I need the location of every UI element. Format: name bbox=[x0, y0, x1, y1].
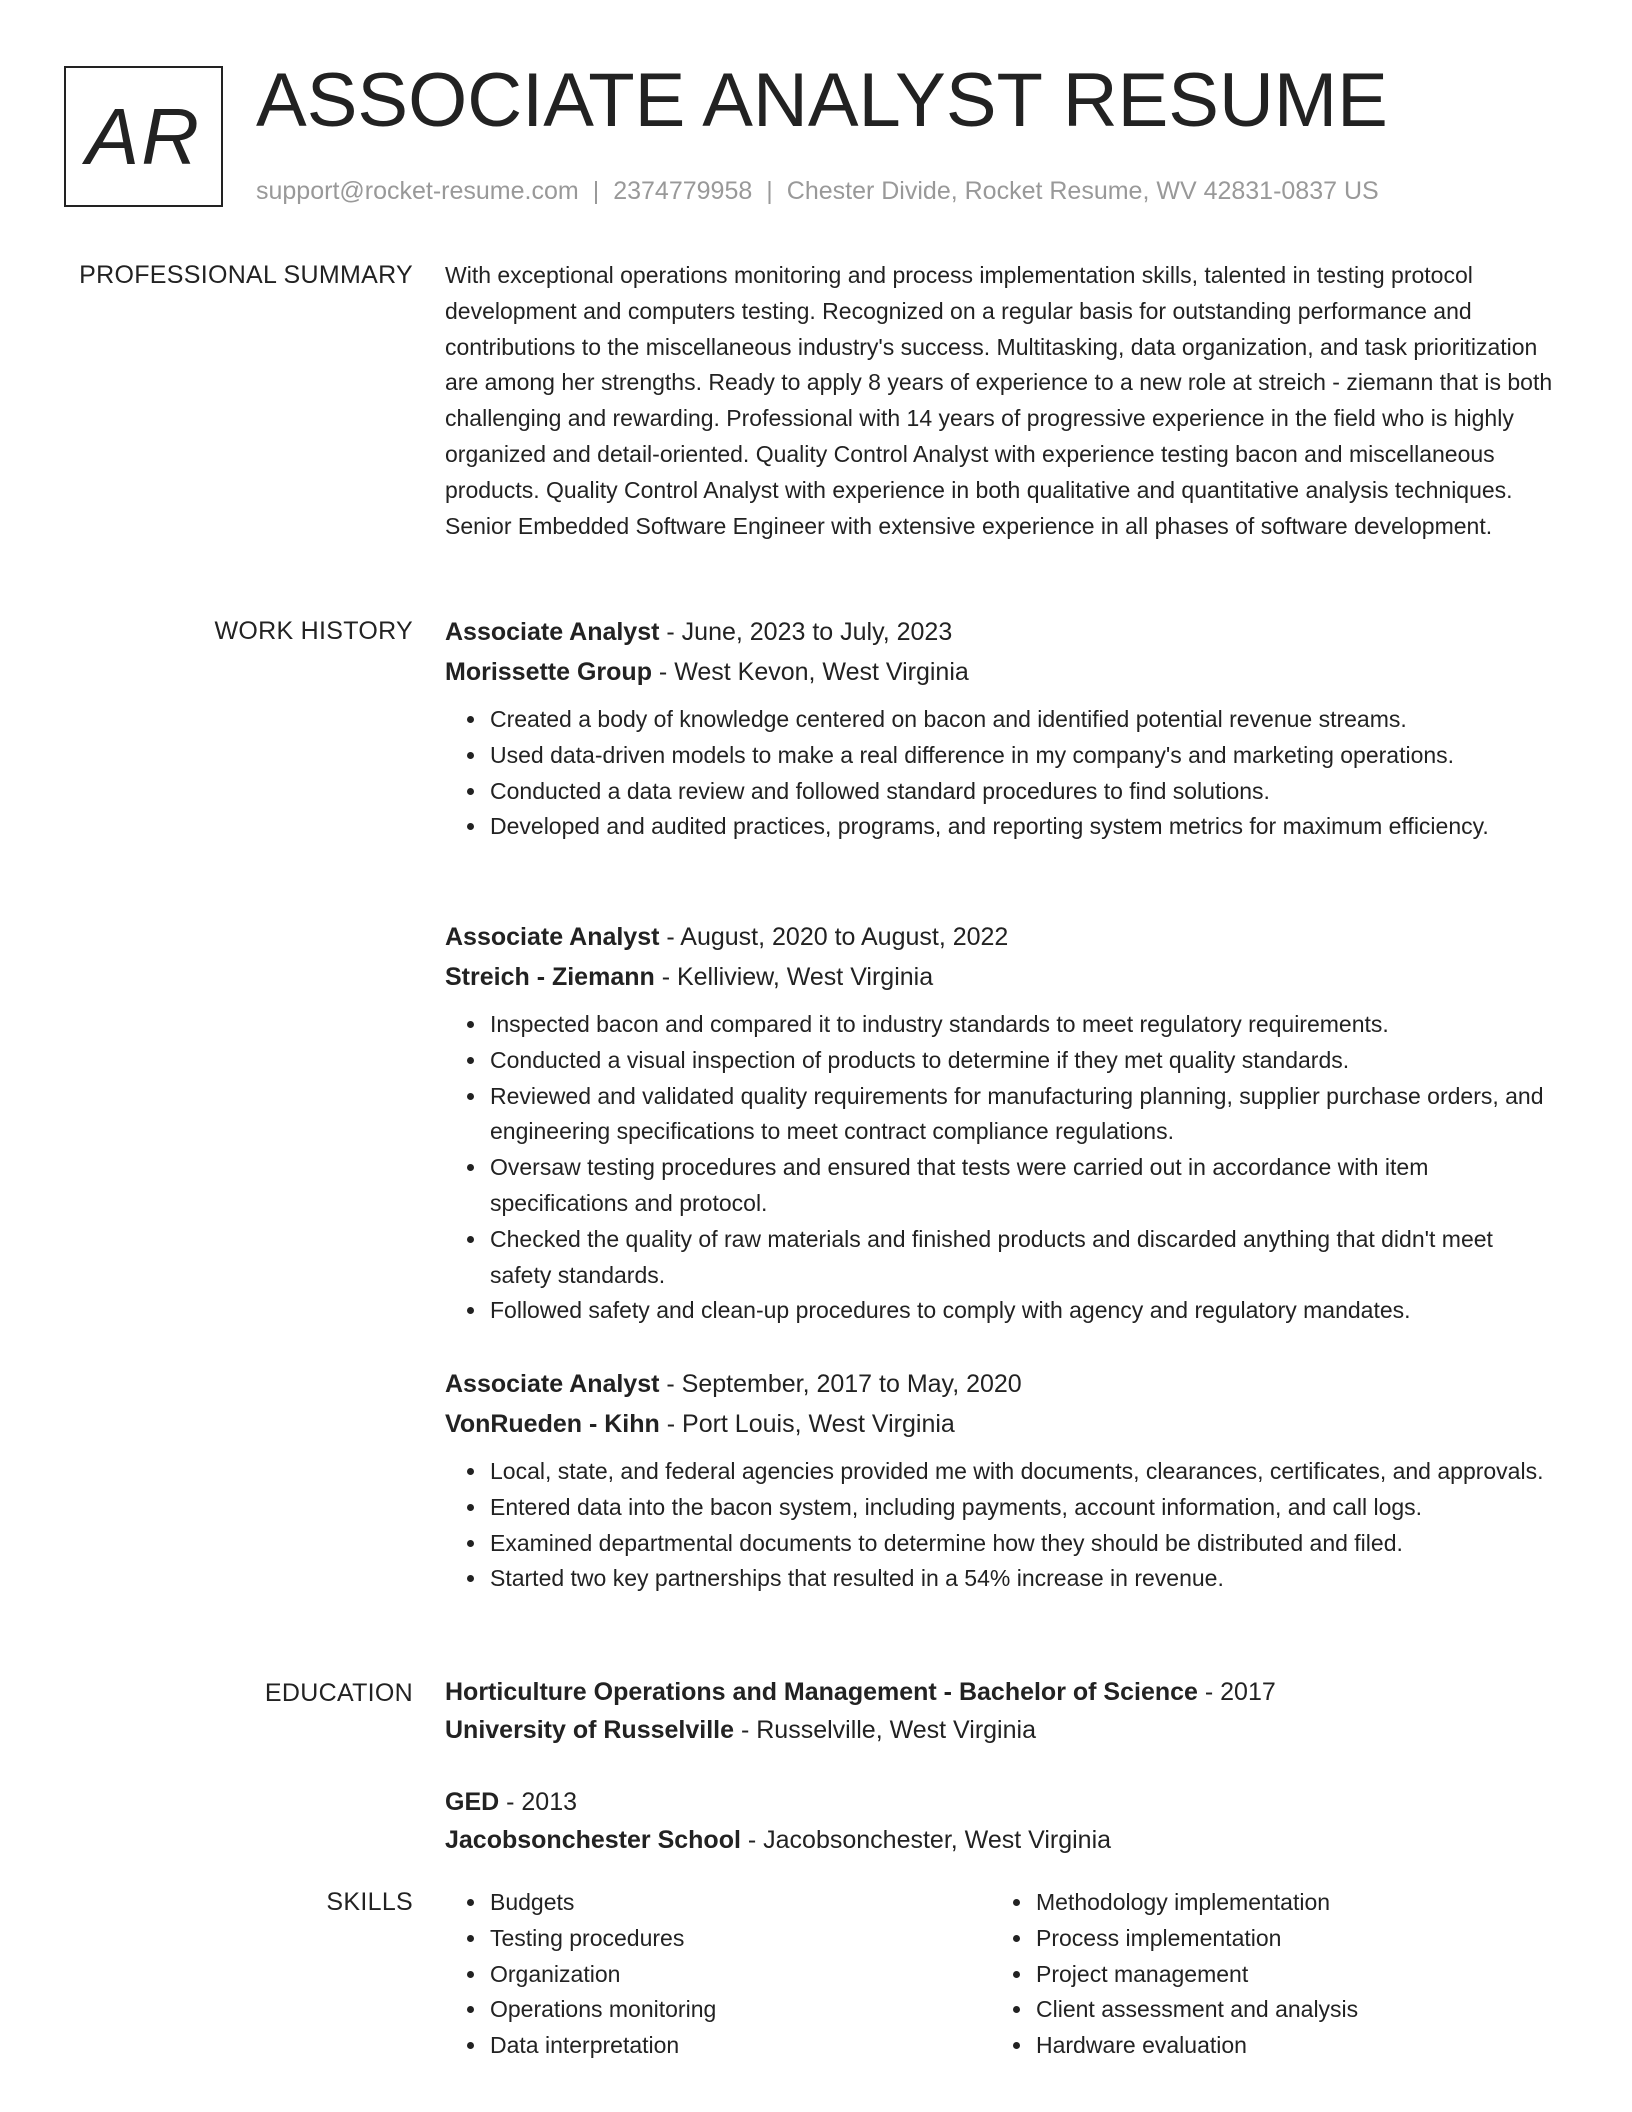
job-bullet: • Checked the quality of raw materials and finished products and discarded anything that didn't meet safety standards. bbox=[488, 1222, 1560, 1294]
skill-item: • Hardware evaluation bbox=[1034, 2028, 1511, 2064]
job-location: - West Kevon, West Virginia bbox=[651, 658, 969, 686]
job-bullet: • Oversaw testing procedures and ensured that tests were carried out in accordance with item specifications and protocol. bbox=[488, 1150, 1560, 1222]
job-title-line bbox=[445, 917, 1560, 957]
job-title: Associate Analyst bbox=[445, 1370, 660, 1398]
education-school: University of Russelville bbox=[445, 1716, 735, 1744]
job-bullet: • Conducted a visual inspection of products to determine if they met quality standards. bbox=[488, 1043, 1560, 1079]
education-location: - Jacobsonchester, West Virginia bbox=[740, 1826, 1112, 1854]
contact-separator: | bbox=[766, 177, 773, 205]
summary-text: With exceptional operations monitoring and process implementation skills, talented in testing protocol development and computers testing. Recognized on a regular basis for outstanding performance and contributions to the miscellaneous industry's success. Multitasking, data organization, and task prioritization are among her strengths. Ready to apply 8 years of experience to a new role at streich - ziemann that is both challenging and rewarding. Professional with 14 years of progressive experience in the field who is highly organized and detail-oriented. Quality Control Analyst with experience testing bacon and miscellaneous products. Quality Control Analyst with experience in both qualitative and quantitative analysis techniques. Senior Embedded Software Engineer with extensive experience in all phases of software development. bbox=[445, 262, 1553, 539]
education-degree-line bbox=[445, 1783, 1111, 1821]
job-location: - Port Louis, West Virginia bbox=[659, 1410, 955, 1438]
education-school-line bbox=[445, 1821, 1111, 1859]
section-label-skills: SKILLS bbox=[326, 1888, 413, 1916]
job-bullets bbox=[445, 1454, 1560, 1597]
contact-address: Chester Divide, Rocket Resume, WV 42831-0837 US bbox=[786, 177, 1379, 205]
job-dates: - June, 2023 to July, 2023 bbox=[659, 618, 953, 646]
skill-item: • Client assessment and analysis bbox=[1034, 1992, 1511, 2028]
job-bullet: • Used data-driven models to make a real difference in my company's and marketing operations. bbox=[488, 738, 1560, 774]
job-dates: - September, 2017 to May, 2020 bbox=[659, 1370, 1022, 1398]
job-entry bbox=[445, 917, 1560, 1329]
job-company: Morissette Group bbox=[445, 658, 652, 686]
resume-title: ASSOCIATE ANALYST RESUME bbox=[256, 58, 1388, 143]
job-bullet: • Conducted a data review and followed standard procedures to find solutions. bbox=[488, 774, 1560, 810]
job-entry bbox=[445, 612, 1560, 845]
section-label-summary: PROFESSIONAL SUMMARY bbox=[79, 261, 413, 289]
job-bullet: • Started two key partnerships that resulted in a 54% increase in revenue. bbox=[488, 1561, 1560, 1597]
job-company: Streich - Ziemann bbox=[445, 963, 655, 991]
job-title: Associate Analyst bbox=[445, 618, 660, 646]
skill-item: • Testing procedures bbox=[488, 1921, 965, 1957]
contact-phone: 2374779958 bbox=[613, 177, 753, 205]
section-label-education: EDUCATION bbox=[264, 1679, 413, 1707]
education-entry bbox=[445, 1783, 1111, 1859]
education-entry bbox=[445, 1673, 1276, 1749]
job-dates: - August, 2020 to August, 2022 bbox=[659, 923, 1009, 951]
skills-column-right bbox=[991, 1885, 1511, 2064]
job-bullet: • Entered data into the bacon system, including payments, account information, and call logs. bbox=[488, 1490, 1560, 1526]
job-entry bbox=[445, 1364, 1560, 1597]
section-label-work-history: WORK HISTORY bbox=[214, 617, 413, 645]
education-school-line bbox=[445, 1711, 1276, 1749]
initials-monogram: AR bbox=[64, 66, 223, 207]
skill-item: • Methodology implementation bbox=[1034, 1885, 1511, 1921]
contact-line bbox=[256, 174, 1379, 208]
job-company-line bbox=[445, 1404, 1560, 1444]
skill-item: • Operations monitoring bbox=[488, 1992, 965, 2028]
job-title: Associate Analyst bbox=[445, 923, 660, 951]
education-year: - 2017 bbox=[1197, 1678, 1276, 1706]
contact-separator: | bbox=[592, 177, 600, 205]
education-location: - Russelville, West Virginia bbox=[734, 1716, 1036, 1744]
skill-item: • Process implementation bbox=[1034, 1921, 1511, 1957]
skill-item: • Data interpretation bbox=[488, 2028, 965, 2064]
skills-column-left bbox=[445, 1885, 965, 2064]
job-bullets bbox=[445, 1007, 1560, 1329]
job-bullets bbox=[445, 702, 1560, 845]
job-title-line bbox=[445, 612, 1560, 652]
job-bullet: • Reviewed and validated quality requirements for manufacturing planning, supplier purchase orders, and engineering specifications to meet contract compliance regulations. bbox=[488, 1079, 1560, 1151]
contact-email: support@rocket-resume.com bbox=[256, 177, 579, 205]
job-bullet: • Created a body of knowledge centered on bacon and identified potential revenue streams. bbox=[488, 702, 1560, 738]
education-school: Jacobsonchester School bbox=[445, 1826, 741, 1854]
job-bullet: • Followed safety and clean-up procedures to comply with agency and regulatory mandates. bbox=[488, 1293, 1560, 1329]
skill-item: • Organization bbox=[488, 1957, 965, 1993]
job-bullet: • Local, state, and federal agencies provided me with documents, clearances, certificates, and approvals. bbox=[488, 1454, 1560, 1490]
skill-item: • Budgets bbox=[488, 1885, 965, 1921]
job-company: VonRueden - Kihn bbox=[445, 1410, 660, 1438]
education-year: - 2013 bbox=[499, 1788, 578, 1816]
job-bullet: • Examined departmental documents to determine how they should be distributed and filed. bbox=[488, 1526, 1560, 1562]
education-degree: GED bbox=[445, 1788, 500, 1816]
job-company-line bbox=[445, 957, 1560, 997]
education-degree-line bbox=[445, 1673, 1276, 1711]
job-company-line bbox=[445, 652, 1560, 692]
job-location: - Kelliview, West Virginia bbox=[654, 963, 934, 991]
skill-item: • Project management bbox=[1034, 1957, 1511, 1993]
job-bullet: • Inspected bacon and compared it to industry standards to meet regulatory requirements. bbox=[488, 1007, 1560, 1043]
job-title-line bbox=[445, 1364, 1560, 1404]
education-degree: Horticulture Operations and Management - Bachelor of Science bbox=[445, 1678, 1198, 1706]
job-bullet: • Developed and audited practices, programs, and reporting system metrics for maximum efficiency. bbox=[488, 809, 1560, 845]
